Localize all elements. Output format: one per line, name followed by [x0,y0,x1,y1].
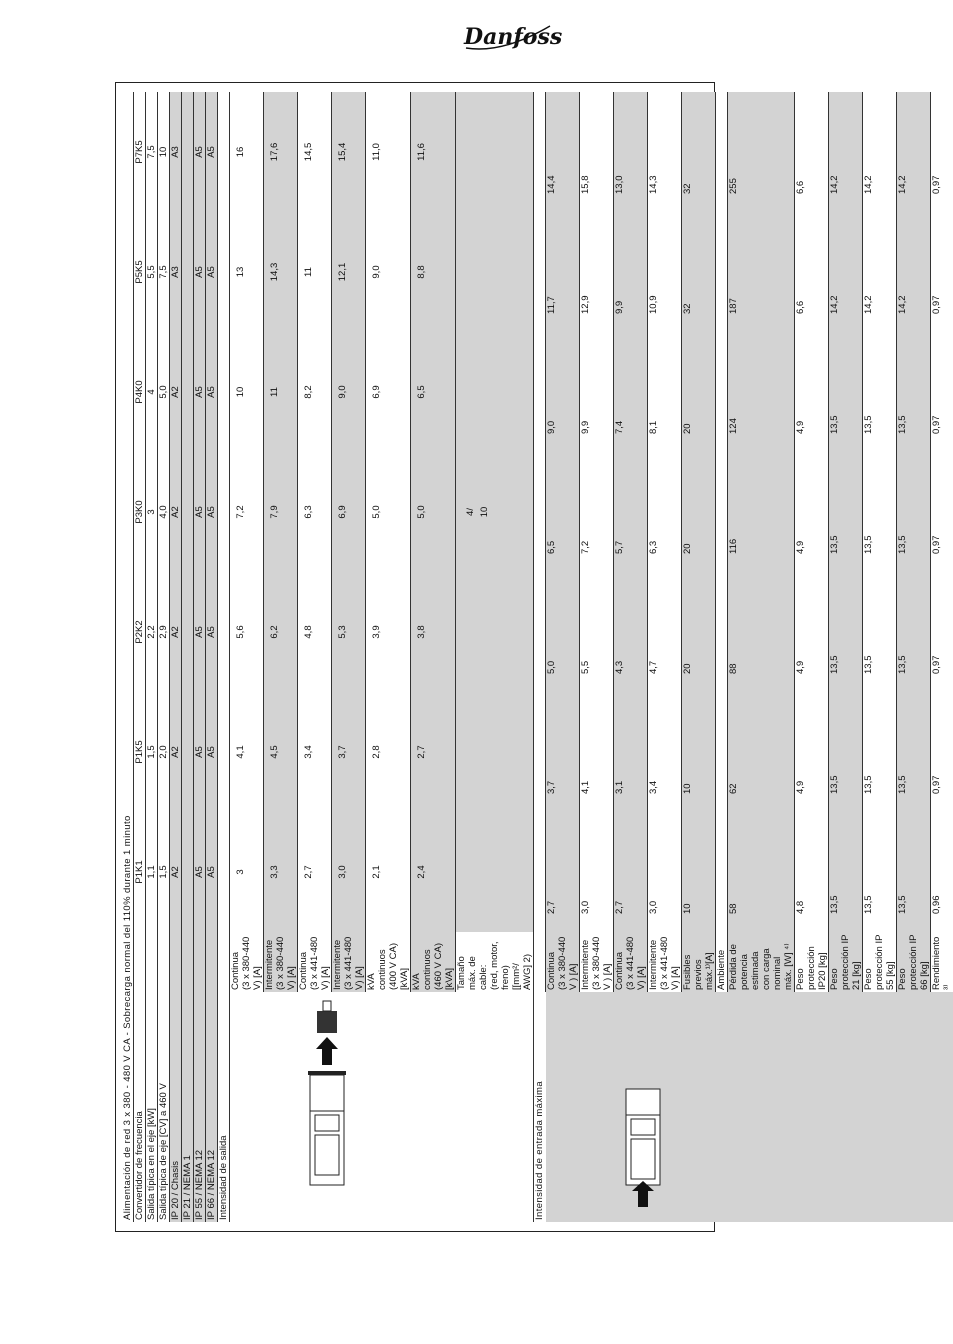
header-value: A5 [194,572,206,692]
output-value: 3 [230,812,264,932]
input-value: 2,7 [614,812,648,932]
header-value: A5 [194,332,206,452]
output-label [264,932,298,992]
output-value: 11,0 [366,92,411,212]
input-label [682,932,716,992]
input-label [716,932,728,992]
header-value [182,812,194,932]
header-label: Salida típica de eje [CV] a 460 V [158,932,170,1222]
header-value [182,452,194,572]
input-value [716,332,728,452]
header-value [182,572,194,692]
header-value: P1K1 [134,812,146,932]
output-value: 5,6 [230,572,264,692]
header-row [206,92,218,1222]
header-value: A5 [206,572,218,692]
input-value: 10 [682,692,716,812]
input-value: 14,2 [863,92,897,212]
header-value: 7,5 [146,92,158,212]
drive-input-icon [586,995,706,1215]
input-section-label: Intensidad de entrada máxima [534,92,546,1222]
output-value: 11,6 [411,92,456,212]
input-label-line1: Peso protección IP 66 [kg] [897,934,930,990]
output-value: 7,2 [230,452,264,572]
output-value: 16 [230,92,264,212]
input-value: 0,97 [931,92,953,212]
output-value: 6,5 [411,332,456,452]
output-value: 3,8 [411,572,456,692]
header-value: A5 [206,812,218,932]
output-value: 3,3 [264,812,298,932]
input-label [863,932,897,992]
header-label: Salida típica en el eje [kW] [146,932,158,1222]
input-label-line1: Peso protección IP20 [kg] [795,946,828,990]
cable-line1: Tamaño máx. de cable: [456,956,489,990]
input-value: 0,97 [931,692,953,812]
output-label [411,932,456,992]
input-value: 6,6 [795,212,829,332]
header-value: 2,9 [158,572,170,692]
input-value: 32 [682,92,716,212]
input-value: 116 [728,452,795,572]
output-label [332,932,366,992]
input-label-line2: con carga nominal máx. [W] ⁴⁾ [761,943,794,990]
input-label [648,932,682,992]
input-device-illustration [546,992,953,1222]
input-label [795,932,829,992]
header-value: P1K5 [134,692,146,812]
output-value: 6,9 [366,332,411,452]
input-value: 4,9 [795,692,829,812]
input-value: 10 [682,812,716,932]
input-value: 0,96 [931,812,953,932]
header-value: P3K0 [134,452,146,572]
output-value: 5,0 [366,452,411,572]
header-value: 3 [146,452,158,572]
output-section-row [218,92,230,1222]
header-value: A3 [170,212,182,332]
input-value: 14,2 [897,212,931,332]
input-value: 124 [728,332,795,452]
input-label [614,932,648,992]
input-value: 5,5 [580,572,614,692]
input-value: 3,7 [546,692,580,812]
header-value: A2 [170,332,182,452]
input-value: 13,5 [829,692,863,812]
input-label-line2: (3 x 441-480 V) [A] [659,936,681,990]
header-row [170,92,182,1222]
output-value: 2,7 [411,692,456,812]
output-label-line1: kVA continuos [411,949,433,990]
header-value: P5K5 [134,212,146,332]
output-device-illustration [230,992,534,1222]
output-value: 14,3 [264,212,298,332]
input-value: 6,5 [546,452,580,572]
input-value: 13,5 [829,812,863,932]
input-value: 3,1 [614,692,648,812]
input-label-line1: Rendimiento ³⁾ [931,936,953,990]
header-row [182,92,194,1222]
output-value: 8,2 [298,332,332,452]
input-label-line2: (3 x 380-440 V ) [A] [591,936,613,990]
cable-line3: [[mm²/ [511,963,522,990]
header-value: 4 [146,332,158,452]
output-label [298,932,332,992]
input-value: 14,2 [863,212,897,332]
output-label-line2: (3 x 380-440 V) [A] [241,936,263,990]
rotated-spec-table [120,92,953,1222]
output-value: 4,5 [264,692,298,812]
input-label-line2: (3 x 441-480 V) [A] [625,936,647,990]
header-value: A2 [170,812,182,932]
header-label: IP 55 / NEMA 12 [194,932,206,1222]
header-value: 5,5 [146,212,158,332]
input-value: 13,0 [614,92,648,212]
input-value [716,452,728,572]
output-value: 2,7 [298,812,332,932]
input-value: 0,97 [931,212,953,332]
input-value: 0,97 [931,572,953,692]
input-section-row [534,92,546,1222]
input-value: 5,7 [614,452,648,572]
input-label [931,932,953,992]
input-value: 6,6 [795,92,829,212]
input-value: 7,2 [580,452,614,572]
input-value: 62 [728,692,795,812]
output-label-line1: Continua [230,951,241,990]
output-value: 2,1 [366,812,411,932]
header-value: 7,5 [158,212,170,332]
input-value: 3,4 [648,692,682,812]
input-value: 3,0 [580,812,614,932]
output-value: 5,3 [332,572,366,692]
header-label: IP 66 / NEMA 12 [206,932,218,1222]
input-label-line1: Intermitente [648,939,659,990]
input-value: 12,9 [580,212,614,332]
input-value: 13,5 [863,692,897,812]
input-value: 4,9 [795,572,829,692]
input-value: 6,3 [648,452,682,572]
input-value: 14,2 [897,92,931,212]
input-value: 4,8 [795,812,829,932]
input-value: 13,5 [863,812,897,932]
output-value: 2,4 [411,812,456,932]
input-value: 15,8 [580,92,614,212]
header-value: 1,5 [158,812,170,932]
input-value: 4,9 [795,452,829,572]
input-value: 5,0 [546,572,580,692]
header-value: 2,0 [158,692,170,812]
input-value: 13,5 [897,332,931,452]
input-label-line1: Pérdida de potencia estimada [728,944,761,990]
header-value: A2 [170,572,182,692]
table-title-row [120,92,134,1222]
output-label-line2: (3 x 441-480 V) [A] [309,936,331,990]
input-value: 3,0 [648,812,682,932]
output-label-line2: (3 x 380-440 V) [A] [275,936,297,990]
input-value: 13,5 [829,572,863,692]
input-value: 4,1 [580,692,614,812]
danfoss-logo [462,18,563,54]
cable-line4: AWG] 2) [522,953,533,990]
logo-wordmark: Danfoss [464,24,563,50]
input-value: 0,97 [931,332,953,452]
input-value: 20 [682,572,716,692]
header-row [158,92,170,1222]
input-value: 9,0 [546,332,580,452]
input-value: 11,7 [546,212,580,332]
input-value: 32 [682,212,716,332]
input-value: 10,9 [648,212,682,332]
output-label-line1: Intermitente [264,939,275,990]
input-value: 13,5 [897,812,931,932]
header-value: 1,1 [146,812,158,932]
output-value: 12,1 [332,212,366,332]
input-label-line1: Continua [546,951,557,990]
output-label [366,932,411,992]
input-value [716,572,728,692]
input-value [716,92,728,212]
output-value: 17,6 [264,92,298,212]
header-value [182,332,194,452]
header-value: A2 [170,452,182,572]
output-label-line2: (3 x 441-480 V) [A] [343,936,365,990]
header-value: A3 [170,92,182,212]
input-value: 0,97 [931,452,953,572]
output-value: 11 [298,212,332,332]
input-value: 13,5 [863,572,897,692]
header-label: IP 20 / Chasis [170,932,182,1222]
header-value: 4,0 [158,452,170,572]
input-label [580,932,614,992]
input-value: 13,5 [863,452,897,572]
input-label-line1: Fusibles previos máx.¹⁾[A] [682,952,715,990]
output-value: 10 [230,332,264,452]
header-value: A5 [206,212,218,332]
input-value: 13,5 [829,332,863,452]
input-value: 255 [728,92,795,212]
header-value: A5 [194,92,206,212]
input-value: 9,9 [614,212,648,332]
header-value: A5 [206,452,218,572]
output-value: 15,4 [332,92,366,212]
input-label [546,932,580,992]
input-label-line1: Peso protección IP 21 [kg] [829,934,862,990]
drive-output-icon [260,995,380,1215]
output-label-line2: (460 V CA) [kVA] [433,943,455,990]
input-value: 13,5 [863,332,897,452]
cable-value: 4/ 10 [456,92,534,932]
header-value: A5 [194,452,206,572]
input-value: 58 [728,812,795,932]
input-label [897,932,931,992]
header-value: A5 [194,212,206,332]
output-row [230,92,264,1222]
input-label [728,932,795,992]
header-value: 1,5 [146,692,158,812]
header-value: A2 [170,692,182,812]
header-value: 5,0 [158,332,170,452]
input-value: 4,7 [648,572,682,692]
output-value: 6,3 [298,452,332,572]
header-label: Convertidor de frecuencia [134,932,146,1222]
output-section-label: Intensidad de salida [218,92,230,1222]
input-value: 187 [728,212,795,332]
output-label [230,932,264,992]
output-value: 7,9 [264,452,298,572]
header-value: 10 [158,92,170,212]
input-row [546,92,580,1222]
output-value: 9,0 [332,332,366,452]
header-value [182,92,194,212]
header-value: A5 [206,332,218,452]
header-value: A5 [206,92,218,212]
header-value: A5 [206,692,218,812]
output-value: 3,7 [332,692,366,812]
input-value: 14,2 [829,212,863,332]
output-value: 9,0 [366,212,411,332]
input-value: 14,3 [648,92,682,212]
cable-line2: (red, motor, freno) [489,941,511,990]
output-value: 4,1 [230,692,264,812]
output-value: 3,0 [332,812,366,932]
header-value [182,212,194,332]
header-value: P2K2 [134,572,146,692]
output-value: 14,5 [298,92,332,212]
input-value: 4,3 [614,572,648,692]
spec-table [120,92,953,1222]
output-label-line2: (400 V CA) [kVA] [388,943,410,990]
header-row [134,92,146,1222]
input-value [716,212,728,332]
output-value: 8,8 [411,212,456,332]
input-value: 14,2 [829,92,863,212]
input-value: 8,1 [648,332,682,452]
input-value: 13,5 [897,452,931,572]
input-value: 4,9 [795,332,829,452]
header-value: P7K5 [134,92,146,212]
input-value: 14,4 [546,92,580,212]
input-label-line2: (3 x 380-440 V ) [A] [557,936,579,990]
header-label: IP 21 / NEMA 1 [182,932,194,1222]
output-value: 3,4 [298,692,332,812]
header-row [194,92,206,1222]
output-value: 4,8 [298,572,332,692]
input-value: 20 [682,332,716,452]
input-value: 7,4 [614,332,648,452]
input-value: 13,5 [897,572,931,692]
header-row [146,92,158,1222]
input-value [716,692,728,812]
input-value: 88 [728,572,795,692]
input-value: 13,5 [829,452,863,572]
input-label-line1: Ambiente [716,949,727,990]
output-value: 6,2 [264,572,298,692]
input-value: 9,9 [580,332,614,452]
input-value: 13,5 [897,692,931,812]
output-value: 3,9 [366,572,411,692]
input-label-line1: Intermitente [580,939,591,990]
output-label-line1: Continua [298,951,309,990]
input-label-line1: Peso protección IP 55 [kg] [863,934,896,990]
table-title: Alimentación de red 3 x 380 - 480 V CA - Sobrecarga normal del 110% durante 1 minuto [122,815,133,1220]
input-value [716,812,728,932]
input-value: 20 [682,452,716,572]
header-value: 2,2 [146,572,158,692]
header-value: P4K0 [134,332,146,452]
output-label-line1: Intermitente [332,939,343,990]
cable-label [456,932,534,992]
input-value: 2,7 [546,812,580,932]
output-value: 5,0 [411,452,456,572]
output-value: 13 [230,212,264,332]
header-value: A5 [194,812,206,932]
output-label-line1: kVA continuos [366,949,388,990]
output-value: 6,9 [332,452,366,572]
header-value [182,692,194,812]
output-value: 2,8 [366,692,411,812]
output-value: 11 [264,332,298,452]
header-value: A5 [194,692,206,812]
input-label [829,932,863,992]
input-label-line1: Continua [614,951,625,990]
